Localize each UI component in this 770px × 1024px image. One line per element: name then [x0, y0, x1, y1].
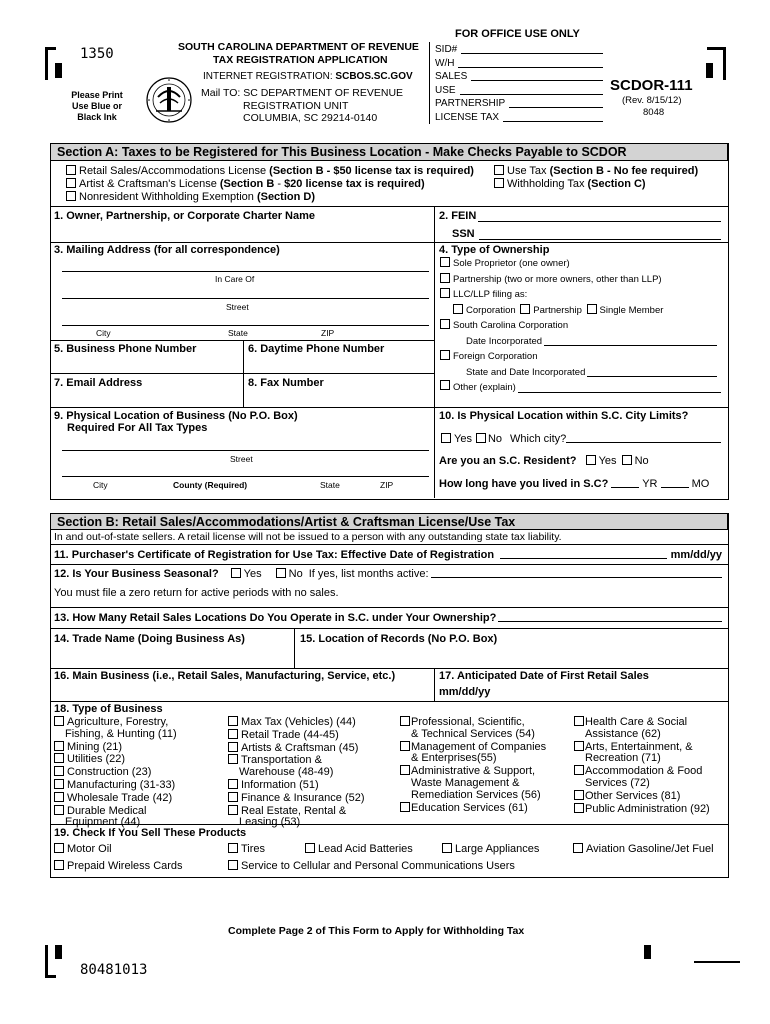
office-field: LICENSE TAX — [435, 111, 603, 125]
biz-transportation[interactable]: Transportation & — [228, 754, 365, 767]
state-date-incorporated[interactable]: State and Date Incorporated — [440, 365, 725, 381]
locations-count-line[interactable] — [498, 612, 722, 622]
divider — [434, 668, 435, 702]
ownership-other[interactable]: Other (explain) — [440, 380, 725, 396]
mail-line3: COLUMBIA, SC 29214-0140 — [243, 112, 378, 124]
checkbox[interactable] — [494, 178, 504, 188]
business-type-col2 — [228, 716, 365, 829]
biz-real-estate[interactable]: Real Estate, Rental & — [228, 805, 365, 818]
corner-mark-bottom-right — [694, 961, 740, 963]
biz-construction[interactable]: Construction (23) — [54, 766, 177, 779]
checkbox[interactable] — [66, 178, 76, 188]
biz-wholesale[interactable]: Wholesale Trade (42) — [54, 792, 177, 805]
biz-agriculture-cont: Fishing, & Hunting (11) — [65, 727, 177, 740]
field-7-label: 7. Email Address — [54, 377, 143, 389]
in-care-of-label: In Care Of — [215, 274, 255, 284]
city-limits-yes[interactable]: Yes — [441, 433, 472, 445]
physical-city-label: City — [93, 480, 108, 490]
checkbox[interactable] — [66, 191, 76, 201]
field-18-label: 18. Type of Business — [54, 703, 163, 715]
in-care-of-line[interactable] — [62, 271, 429, 272]
barcode-number: 80481013 — [80, 962, 148, 978]
checkbox[interactable] — [66, 165, 76, 175]
registration-block-bottom-left — [55, 945, 62, 959]
biz-accommodation[interactable]: Accommodation & Food — [574, 765, 710, 778]
biz-finance[interactable]: Finance & Insurance (52) — [228, 792, 365, 805]
tax-option-use[interactable]: Use Tax (Section B - No fee required) — [494, 165, 698, 177]
months-line[interactable] — [661, 487, 689, 488]
divider — [50, 242, 728, 243]
city-state-zip-line[interactable] — [62, 325, 429, 326]
field-11: 11. Purchaser's Certificate of Registration for Use Tax: Effective Date of Registration mm/dd/yy — [54, 549, 722, 561]
office-use-title: FOR OFFICE USE ONLY — [455, 28, 580, 40]
ownership-foreign-corp[interactable]: Foreign Corporation — [440, 349, 725, 365]
biz-mining[interactable]: Mining (21) — [54, 741, 177, 754]
section-b-note: In and out-of-state sellers. A retail license will not be issued to a person with any outstanding state tax liability. — [54, 531, 562, 543]
divider — [50, 824, 728, 825]
internet-registration — [203, 71, 413, 82]
divider — [434, 206, 435, 498]
ownership-options — [440, 256, 725, 396]
physical-street-label: Street — [230, 454, 253, 464]
biz-administrative-cont2: Remediation Services (56) — [411, 788, 541, 801]
biz-health-care[interactable]: Health Care & Social — [574, 716, 710, 729]
field-15-label: 15. Location of Records (No P.O. Box) — [300, 633, 498, 645]
seasonal-yes[interactable]: Yes — [231, 568, 262, 580]
tax-option-artist[interactable]: Artist & Craftsman's License (Section B - $20 license tax is required) — [66, 178, 425, 190]
ownership-partnership[interactable]: Partnership (two or more owners, other than LLP) — [440, 272, 725, 288]
product-large-appliances[interactable]: Large Appliances — [442, 843, 539, 855]
months-active-line[interactable] — [431, 568, 722, 578]
biz-utilities[interactable]: Utilities (22) — [54, 753, 177, 766]
office-field: W/H — [435, 57, 603, 71]
biz-professional[interactable]: Professional, Scientific, — [400, 716, 546, 729]
print-note: Please Print Use Blue or Black Ink — [71, 90, 123, 122]
tax-option-withholding[interactable]: Withholding Tax (Section C) — [494, 178, 646, 190]
form-code: 8048 — [643, 107, 665, 118]
city-limits-answer: Yes No Which city? — [441, 433, 721, 445]
resident-no[interactable]: No — [622, 455, 649, 467]
office-field: USE — [435, 84, 603, 98]
which-city-line[interactable] — [566, 433, 721, 443]
product-tires[interactable]: Tires — [228, 843, 265, 855]
resident-yes[interactable]: Yes — [586, 455, 617, 467]
field-16-label: 16. Main Business (i.e., Retail Sales, Manufacturing, Service, etc.) — [54, 670, 396, 682]
registration-block-top-left — [55, 63, 62, 78]
street-label: Street — [226, 302, 249, 312]
city-limits-no[interactable]: No — [476, 433, 502, 445]
field-9-label: 9. Physical Location of Business (No P.O. Box) — [54, 410, 298, 422]
divider — [50, 373, 435, 374]
field-6-label: 6. Daytime Phone Number — [248, 343, 385, 355]
business-type-col1 — [54, 716, 177, 829]
biz-accommodation-cont: Services (72) — [585, 776, 650, 789]
biz-durable-medical[interactable]: Durable Medical — [54, 805, 177, 818]
street-line[interactable] — [62, 298, 429, 299]
business-type-col4 — [574, 716, 710, 815]
office-field: PARTNERSHIP — [435, 97, 603, 111]
years-line[interactable] — [611, 487, 639, 488]
biz-public-admin[interactable]: Public Administration (92) — [574, 803, 710, 816]
biz-management[interactable]: Management of Companies — [400, 741, 546, 754]
registration-block-bottom-mid — [644, 945, 651, 959]
biz-professional-cont: & Technical Services (54) — [411, 727, 535, 740]
field-5-label: 5. Business Phone Number — [54, 343, 197, 355]
field-1-input[interactable] — [52, 224, 430, 240]
dept-line1: SOUTH CAROLINA DEPARTMENT OF REVENUE — [178, 41, 419, 53]
llc-corporation[interactable]: Corporation — [453, 305, 516, 316]
divider — [50, 668, 728, 669]
llc-partnership[interactable]: Partnership — [518, 305, 582, 316]
divider — [50, 701, 728, 702]
divider — [50, 206, 728, 207]
field-13: 13. How Many Retail Sales Locations Do You Operate in S.C. under Your Ownership? — [54, 612, 722, 624]
form-revision: (Rev. 8/15/12) — [622, 95, 682, 106]
biz-agriculture[interactable]: Agriculture, Forestry, — [54, 716, 177, 729]
city-label: City — [96, 328, 111, 338]
ownership-sc-corp[interactable]: South Carolina Corporation — [440, 318, 725, 334]
tax-option-nonresident[interactable]: Nonresident Withholding Exemption (Section D) — [66, 191, 315, 203]
physical-county-label: County (Required) — [173, 480, 248, 490]
product-cellular-service[interactable]: Service to Cellular and Personal Communications Users — [228, 860, 515, 872]
mail-line2: REGISTRATION UNIT — [243, 100, 349, 112]
section-b-title: Section B: Retail Sales/Accommodations/Artist & Craftsman License/Use Tax — [50, 513, 728, 530]
physical-zip-label: ZIP — [380, 480, 394, 490]
field-10-label: 10. Is Physical Location within S.C. City Limits? — [439, 410, 689, 422]
office-use-box — [429, 42, 430, 124]
divider — [50, 564, 728, 565]
biz-administrative[interactable]: Administrative & Support, — [400, 765, 546, 778]
sc-resident-question: Are you an S.C. Resident? Yes No — [439, 455, 649, 467]
form-number-top: 1350 — [80, 46, 114, 62]
complete-page-2-note: Complete Page 2 of This Form to Apply for Withholding Tax — [228, 925, 525, 937]
ownership-llc[interactable]: LLC/LLP filing as: — [440, 287, 725, 303]
product-prepaid-wireless[interactable]: Prepaid Wireless Cards — [54, 860, 183, 872]
biz-arts-cont: Recreation (71) — [585, 752, 661, 765]
effective-date-line[interactable] — [500, 549, 667, 559]
internet-url[interactable]: SCBOS.SC.GOV — [335, 71, 413, 82]
field-17-label: 17. Anticipated Date of First Retail Sales — [439, 670, 649, 682]
business-type-col3 — [400, 716, 546, 814]
internet-label: INTERNET REGISTRATION: — [203, 71, 333, 82]
product-aviation-fuel[interactable]: Aviation Gasoline/Jet Fuel — [573, 843, 714, 855]
field-3-label: 3. Mailing Address (for all correspondence) — [54, 244, 280, 256]
divider — [50, 544, 728, 545]
biz-administrative-cont1: Waste Management & — [411, 776, 520, 789]
biz-management-cont: & Enterprises(55) — [411, 752, 497, 765]
seasonal-no[interactable]: No — [276, 568, 303, 580]
biz-information[interactable]: Information (51) — [228, 779, 365, 792]
llc-filing-options — [440, 303, 725, 319]
field-2-fein[interactable]: 2. FEIN — [439, 210, 721, 222]
section-a-title: Section A: Taxes to be Registered for This Business Location - Make Checks Payable to SCDOR — [50, 143, 728, 161]
checkbox[interactable] — [494, 165, 504, 175]
divider — [50, 407, 728, 408]
field-2-ssn[interactable]: SSN — [452, 228, 721, 240]
registration-block-top-right — [706, 63, 713, 78]
biz-other-services[interactable]: Other Services (81) — [574, 790, 710, 803]
biz-durable-medical-cont: Equipment (44) — [65, 816, 141, 829]
llc-single-member[interactable]: Single Member — [585, 305, 664, 316]
physical-city-line[interactable] — [62, 476, 429, 477]
state-seal — [146, 77, 192, 123]
divider — [294, 628, 295, 668]
field-17-format: mm/dd/yy — [439, 686, 491, 698]
office-field: SALES — [435, 70, 603, 84]
office-use-fields — [435, 43, 603, 124]
tax-option-retail[interactable]: Retail Sales/Accommodations License (Section B - $50 license tax is required) — [66, 165, 474, 177]
dept-line2: TAX REGISTRATION APPLICATION — [213, 54, 388, 66]
field-12: 12. Is Your Business Seasonal? Yes No If yes, list months active: — [54, 568, 722, 580]
field-1-label: 1. Owner, Partnership, or Corporate Charter Name — [54, 210, 316, 222]
field-14-label: 14. Trade Name (Doing Business As) — [54, 633, 245, 645]
zip-label: ZIP — [321, 328, 335, 338]
divider — [50, 628, 728, 629]
biz-arts[interactable]: Arts, Entertainment, & — [574, 741, 710, 754]
residency-duration: How long have you lived in S.C? YR MO — [439, 478, 710, 490]
biz-education[interactable]: Education Services (61) — [400, 802, 546, 815]
physical-state-label: State — [320, 480, 340, 490]
biz-real-estate-cont: Leasing (53) — [239, 816, 301, 829]
biz-transportation-cont: Warehouse (48-49) — [239, 766, 334, 779]
field-8-label: 8. Fax Number — [248, 377, 324, 389]
product-lead-acid[interactable]: Lead Acid Batteries — [305, 843, 413, 855]
ownership-sole[interactable]: Sole Proprietor (one owner) — [440, 256, 725, 272]
biz-retail-trade[interactable]: Retail Trade (44-45) — [228, 729, 365, 742]
product-motor-oil[interactable]: Motor Oil — [54, 843, 112, 855]
divider — [50, 607, 728, 608]
biz-health-care-cont: Assistance (62) — [585, 727, 661, 740]
field-4-label: 4. Type of Ownership — [439, 244, 550, 256]
field-19-label: 19. Check If You Sell These Products — [54, 827, 247, 839]
biz-artists[interactable]: Artists & Craftsman (45) — [228, 742, 365, 755]
office-field: SID# — [435, 43, 603, 57]
field-9-sublabel: Required For All Tax Types — [67, 422, 208, 434]
zero-return-note: You must file a zero return for active periods with no sales. — [54, 587, 339, 599]
state-label: State — [228, 328, 248, 338]
mail-line1: Mail TO: SC DEPARTMENT OF REVENUE — [201, 87, 404, 99]
form-id: SCDOR-111 — [610, 77, 693, 94]
date-incorporated[interactable]: Date Incorporated — [440, 334, 725, 350]
biz-max-tax[interactable]: Max Tax (Vehicles) (44) — [228, 716, 365, 729]
biz-manufacturing[interactable]: Manufacturing (31-33) — [54, 779, 177, 792]
physical-street-line[interactable] — [62, 450, 429, 451]
